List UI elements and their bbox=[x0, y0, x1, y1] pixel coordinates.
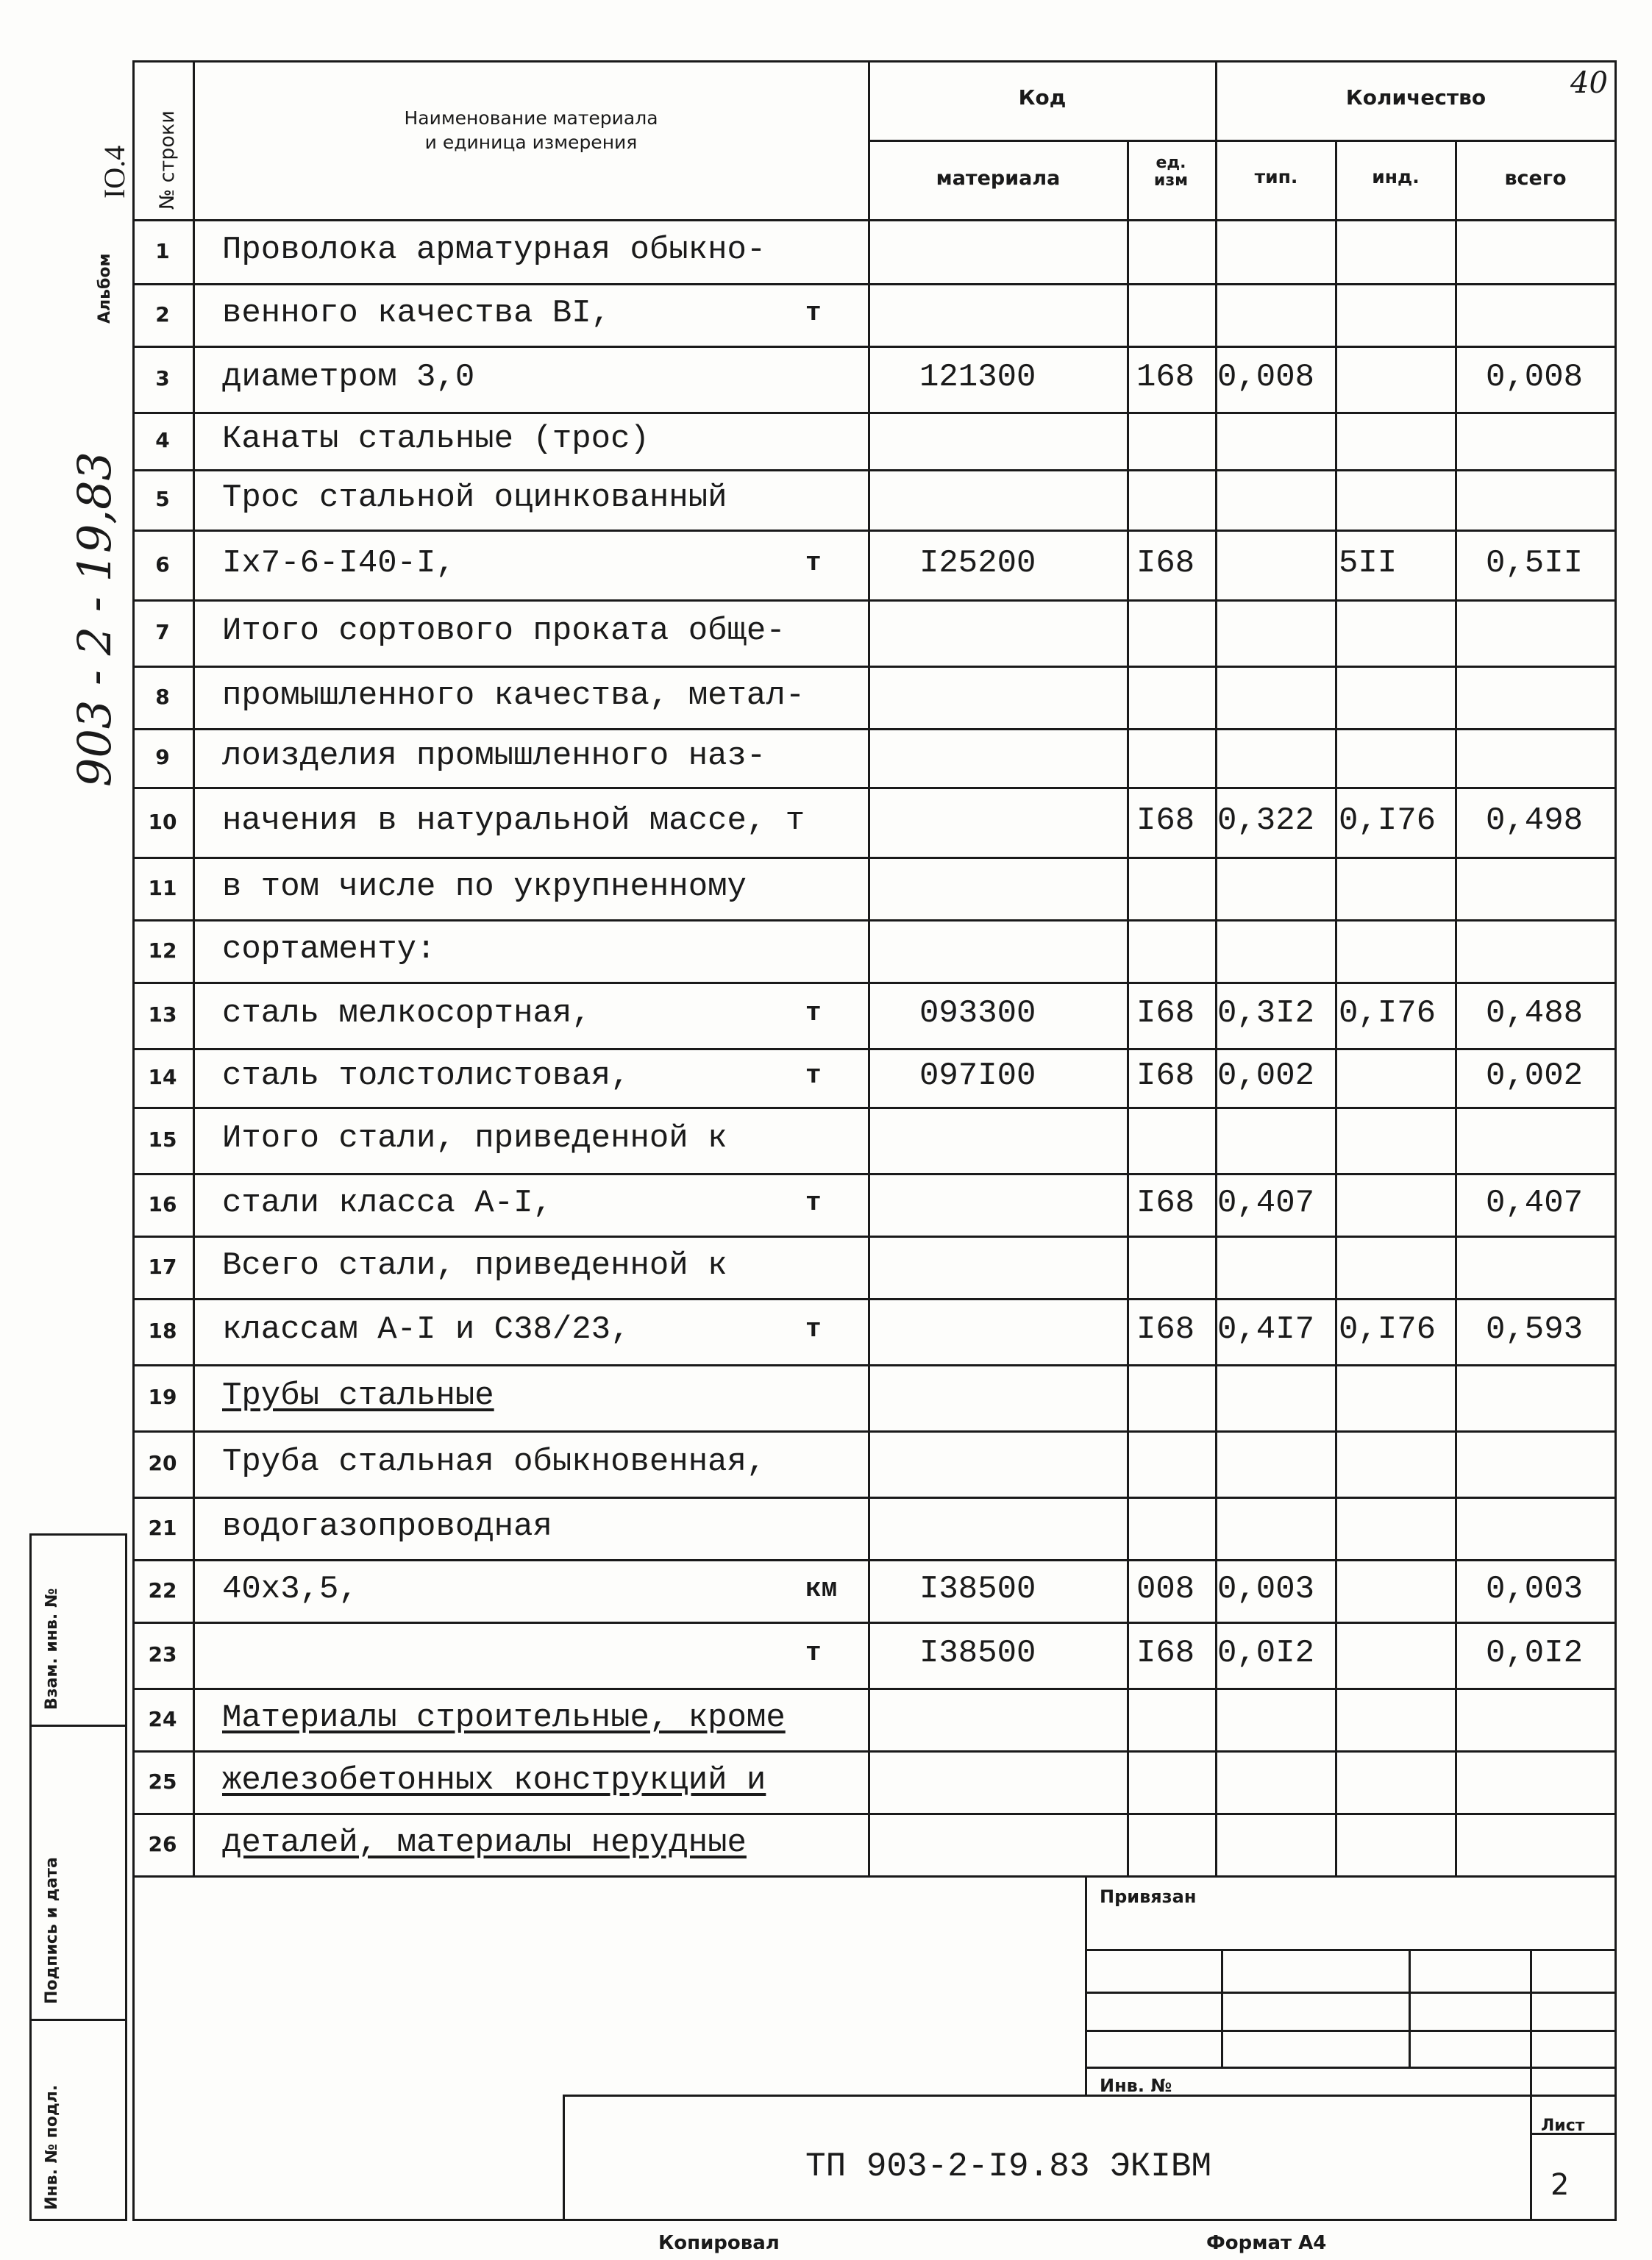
unit-code: I68 bbox=[1136, 995, 1195, 1032]
grid-line bbox=[132, 787, 1617, 789]
grid-line bbox=[132, 857, 1617, 859]
grid-line bbox=[1085, 1875, 1087, 2096]
row-number: 1 bbox=[155, 239, 170, 263]
material-name: водогазопроводная bbox=[222, 1508, 552, 1545]
row-number: 13 bbox=[148, 1002, 177, 1027]
grid-line bbox=[132, 469, 1617, 471]
qty-total: 0,008 bbox=[1486, 359, 1584, 396]
grid-line bbox=[1221, 1949, 1223, 2067]
material-name: Трос стальной оцинкованный bbox=[222, 480, 727, 516]
material-code: 093300 bbox=[919, 995, 1036, 1032]
unit-code: I68 bbox=[1136, 1311, 1195, 1348]
material-name: 40х3,5, bbox=[222, 1571, 358, 1608]
row-number: 15 bbox=[148, 1127, 177, 1152]
material-name: сталь мелкосортная, bbox=[222, 995, 591, 1032]
grid-line bbox=[132, 1875, 1617, 1878]
header-code-unit: ед. изм bbox=[1153, 154, 1189, 190]
material-name: лоизделия промышленного наз- bbox=[222, 738, 766, 774]
row-number: 20 bbox=[148, 1451, 177, 1475]
grid-line bbox=[132, 599, 1617, 602]
grid-line bbox=[1127, 140, 1129, 1878]
grid-line bbox=[869, 140, 1617, 142]
qty-ind: 0,I76 bbox=[1339, 995, 1436, 1032]
unit-label: т bbox=[805, 1061, 822, 1091]
material-code: I38500 bbox=[919, 1635, 1036, 1672]
stamp-bound: Привязан bbox=[1100, 1886, 1197, 1907]
stamp-sheet-label: Лист bbox=[1541, 2117, 1585, 2135]
grid-line bbox=[132, 219, 1617, 221]
material-name: Iх7-6-I40-I, bbox=[222, 545, 455, 582]
grid-line bbox=[132, 919, 1617, 922]
qty-total: 0,003 bbox=[1486, 1571, 1584, 1608]
footer-copied: Копировал bbox=[658, 2232, 780, 2254]
grid-line bbox=[563, 2095, 565, 2221]
material-code: I25200 bbox=[919, 545, 1036, 582]
row-number: 23 bbox=[148, 1642, 177, 1667]
row-number: 24 bbox=[148, 1707, 177, 1731]
header-quantity: Количество bbox=[1345, 85, 1487, 110]
grid-line bbox=[132, 60, 135, 1878]
unit-label: т bbox=[805, 1638, 822, 1668]
grid-line bbox=[132, 283, 1617, 285]
grid-line bbox=[868, 60, 870, 1878]
material-name: Итого стали, приведенной к bbox=[222, 1120, 727, 1157]
row-number: 26 bbox=[148, 1832, 177, 1856]
row-number: 7 bbox=[155, 620, 170, 644]
grid-line bbox=[1530, 1949, 1532, 2221]
material-code: 121300 bbox=[919, 359, 1036, 396]
grid-line bbox=[132, 982, 1617, 984]
material-name: сталь толстолистовая, bbox=[222, 1058, 630, 1094]
grid-line bbox=[132, 60, 1617, 63]
stamp-sheet-number: 2 bbox=[1550, 2168, 1570, 2202]
unit-code: 008 bbox=[1136, 1571, 1195, 1608]
grid-line bbox=[1085, 1949, 1617, 1951]
header-qty-total: всего bbox=[1504, 167, 1567, 190]
grid-line bbox=[132, 1688, 1617, 1690]
row-number: 22 bbox=[148, 1578, 177, 1603]
unit-label: км bbox=[805, 1574, 838, 1604]
row-number: 14 bbox=[148, 1065, 177, 1089]
material-name: начения в натуральной массе, т bbox=[222, 802, 805, 839]
row-number: 9 bbox=[155, 745, 170, 769]
material-name: Итого сортового проката обще- bbox=[222, 613, 786, 649]
row-number: 17 bbox=[148, 1255, 177, 1279]
qty-typ: 0,4I7 bbox=[1217, 1311, 1315, 1348]
grid-line bbox=[132, 1875, 135, 2221]
material-name: сортаменту: bbox=[222, 931, 436, 968]
qty-ind: 0,I76 bbox=[1339, 1311, 1436, 1348]
grid-line bbox=[132, 728, 1617, 730]
material-name: классам А-I и С38/23, bbox=[222, 1311, 630, 1348]
qty-ind: 5II bbox=[1339, 545, 1398, 582]
header-qty-ind: инд. bbox=[1372, 166, 1420, 188]
side-field-inv: Инв. № подл. bbox=[43, 2084, 61, 2210]
grid-line bbox=[132, 1813, 1617, 1815]
header-name: Наименование материала и единица измерения bbox=[404, 107, 658, 153]
unit-code: I68 bbox=[1136, 1058, 1195, 1094]
grid-line bbox=[1614, 1875, 1617, 2221]
unit-code: I68 bbox=[1136, 1635, 1195, 1672]
row-number: 11 bbox=[148, 876, 177, 900]
qty-typ: 0,002 bbox=[1217, 1058, 1315, 1094]
album-number: IO.4 bbox=[98, 145, 131, 199]
grid-line bbox=[132, 530, 1617, 532]
material-name: Канаты стальные (трос) bbox=[222, 421, 649, 457]
unit-label: т bbox=[805, 1314, 822, 1344]
header-qty-typ: тип. bbox=[1254, 166, 1298, 188]
grid-line bbox=[132, 1173, 1617, 1175]
grid-line bbox=[1085, 1992, 1617, 1994]
grid-line bbox=[1614, 60, 1617, 1878]
grid-line bbox=[1335, 140, 1337, 1878]
row-number: 16 bbox=[148, 1192, 177, 1216]
row-number: 21 bbox=[148, 1516, 177, 1540]
album-label: Альбом bbox=[96, 253, 114, 324]
qty-typ: 0,0I2 bbox=[1217, 1635, 1315, 1672]
qty-typ: 0,407 bbox=[1217, 1185, 1315, 1222]
side-field-signature: Подпись и дата bbox=[43, 1857, 61, 2004]
grid-line bbox=[132, 666, 1617, 668]
material-name: диаметром 3,0 bbox=[222, 359, 475, 396]
handwritten-doc-number: 903 - 2 - 19,83 bbox=[68, 451, 121, 787]
grid-line bbox=[1085, 2067, 1617, 2069]
row-number: 3 bbox=[155, 366, 170, 391]
qty-ind: 0,I76 bbox=[1339, 802, 1436, 839]
row-number: 12 bbox=[148, 938, 177, 963]
grid-line bbox=[1455, 140, 1457, 1878]
grid-line bbox=[132, 1364, 1617, 1366]
material-name: Труба стальная обыкновенная, bbox=[222, 1444, 766, 1480]
qty-typ: 0,3I2 bbox=[1217, 995, 1315, 1032]
footer-format: Формат А4 bbox=[1206, 2232, 1327, 2254]
qty-total: 0,488 bbox=[1486, 995, 1584, 1032]
unit-label: т bbox=[805, 298, 822, 328]
qty-total: 0,593 bbox=[1486, 1311, 1584, 1348]
row-number: 5 bbox=[155, 487, 170, 511]
unit-code: I68 bbox=[1136, 802, 1195, 839]
row-number: 25 bbox=[148, 1769, 177, 1794]
row-number: 18 bbox=[148, 1319, 177, 1343]
material-name: Всего стали, приведенной к bbox=[222, 1247, 727, 1284]
grid-line bbox=[132, 1236, 1617, 1238]
grid-line bbox=[132, 1750, 1617, 1753]
row-number: 2 bbox=[155, 302, 170, 327]
header-code: Код bbox=[1018, 85, 1067, 110]
material-code: 097I00 bbox=[919, 1058, 1036, 1094]
qty-total: 0,5II bbox=[1486, 545, 1584, 582]
grid-line bbox=[132, 1107, 1617, 1109]
qty-typ: 0,322 bbox=[1217, 802, 1315, 839]
unit-code: 168 bbox=[1136, 359, 1195, 396]
stamp-inv: Инв. № bbox=[1100, 2075, 1172, 2096]
grid-line bbox=[132, 1622, 1617, 1624]
stamp-document-code: ТП 903-2-I9.83 ЭКIВМ bbox=[805, 2147, 1212, 2186]
row-number: 4 bbox=[155, 428, 170, 452]
grid-line bbox=[132, 1048, 1617, 1050]
unit-label: т bbox=[805, 1188, 822, 1218]
row-number: 19 bbox=[148, 1385, 177, 1409]
unit-label: т bbox=[805, 548, 822, 578]
material-name: Проволока арматурная обыкно- bbox=[222, 232, 766, 268]
material-name: деталей, материалы нерудные bbox=[222, 1825, 747, 1861]
material-name: венного качества BI, bbox=[222, 295, 611, 332]
grid-line bbox=[563, 2095, 1617, 2097]
header-code-material: материала bbox=[936, 167, 1061, 190]
qty-total: 0,407 bbox=[1486, 1185, 1584, 1222]
qty-total: 0,0I2 bbox=[1486, 1635, 1584, 1672]
grid-line bbox=[132, 346, 1617, 348]
grid-line bbox=[132, 412, 1617, 414]
material-name: промышленного качества, метал- bbox=[222, 677, 805, 714]
grid-line bbox=[132, 1430, 1617, 1433]
grid-line bbox=[132, 1497, 1617, 1499]
row-number: 10 bbox=[148, 810, 177, 834]
unit-label: т bbox=[805, 998, 822, 1028]
row-number: 6 bbox=[155, 552, 170, 577]
side-field-replace: Взам. инв. № bbox=[43, 1588, 61, 1710]
unit-code: I68 bbox=[1136, 1185, 1195, 1222]
material-name: Трубы стальные bbox=[222, 1377, 494, 1414]
page-mark: 40 bbox=[1570, 66, 1608, 100]
grid-line bbox=[1085, 2030, 1617, 2032]
unit-code: I68 bbox=[1136, 545, 1195, 582]
material-name: Материалы строительные, кроме bbox=[222, 1700, 786, 1736]
row-number: 8 bbox=[155, 685, 170, 709]
grid-line bbox=[132, 2219, 1617, 2221]
material-name: стали класса А-I, bbox=[222, 1185, 552, 1222]
material-name: в том числе по укрупненному bbox=[222, 869, 747, 905]
grid-line bbox=[132, 1298, 1617, 1300]
qty-typ: 0,003 bbox=[1217, 1571, 1315, 1608]
material-code: I38500 bbox=[919, 1571, 1036, 1608]
material-name: железобетонных конструкций и bbox=[222, 1762, 766, 1799]
qty-total: 0,498 bbox=[1486, 802, 1584, 839]
grid-line bbox=[1409, 1949, 1411, 2067]
header-row-no: № строки bbox=[156, 110, 179, 210]
qty-typ: 0,008 bbox=[1217, 359, 1315, 396]
qty-total: 0,002 bbox=[1486, 1058, 1584, 1094]
grid-line bbox=[132, 1559, 1617, 1561]
grid-line bbox=[193, 60, 195, 1878]
